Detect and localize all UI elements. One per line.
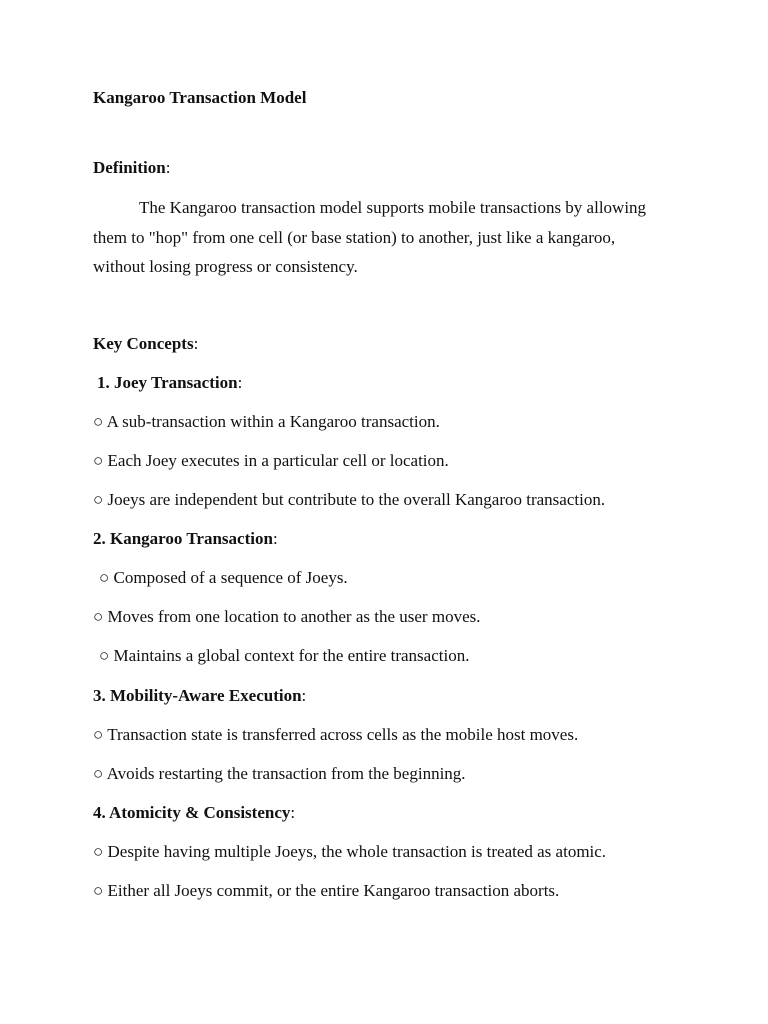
bullet-item: ○ Moves from one location to another as the user moves. xyxy=(93,607,481,626)
document-title: Kangaroo Transaction Model xyxy=(93,88,307,107)
bullet-item: ○ Either all Joeys commit, or the entire Kangaroo transaction aborts. xyxy=(93,881,560,900)
bullet-item: ○ Each Joey executes in a particular cell or location. xyxy=(93,451,449,470)
section-heading: 3. Mobility-Aware Execution: xyxy=(93,686,307,705)
section-heading: 4. Atomicity & Consistency: xyxy=(93,803,296,822)
section-heading: 1. Joey Transaction: xyxy=(97,373,243,392)
bullet-item: ○ Joeys are independent but contribute to the overall Kangaroo transaction. xyxy=(93,490,606,509)
bullet-item: ○ A sub-transaction within a Kangaroo transaction. xyxy=(93,412,440,431)
bullet-item: ○ Maintains a global context for the entire transaction. xyxy=(99,646,470,665)
bullet-item: ○ Despite having multiple Joeys, the whole transaction is treated as atomic. xyxy=(93,842,607,861)
section-heading: 2. Kangaroo Transaction: xyxy=(93,529,278,548)
bullet-item: ○ Transaction state is transferred across cells as the mobile host moves. xyxy=(93,725,579,744)
definition-heading: Definition: xyxy=(93,158,171,177)
bullet-item: ○ Composed of a sequence of Joeys. xyxy=(99,568,348,587)
definition-paragraph: The Kangaroo transaction model supports mobile transactions by allowing them to "hop" from one cell (or base station) to another, just like a kangaroo, without losing progress or consistency. xyxy=(93,198,647,276)
bullet-item: ○ Avoids restarting the transaction from the beginning. xyxy=(93,764,466,783)
key-concepts-heading: Key Concepts: xyxy=(93,334,199,353)
